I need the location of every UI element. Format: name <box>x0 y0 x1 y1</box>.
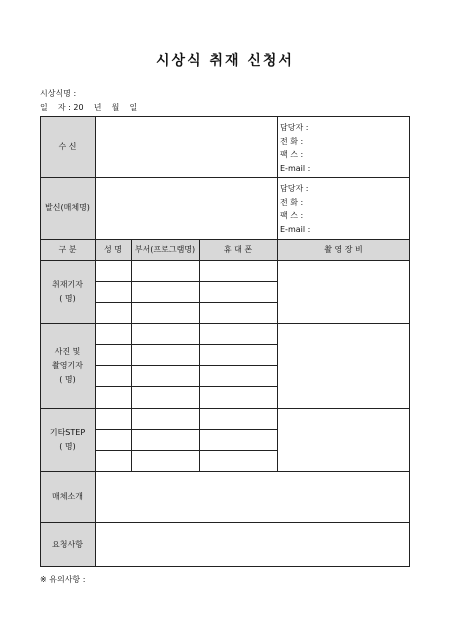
group-label-line: ( 명) <box>59 374 76 384</box>
sender-label: 발신(매체명) <box>45 203 90 212</box>
header-equipment: 촬 영 장 비 <box>324 244 363 254</box>
col-divider <box>199 239 200 471</box>
receiver-label: 수 신 <box>58 141 77 151</box>
row-divider <box>95 281 277 282</box>
group-label-line: ( 명) <box>59 293 76 303</box>
receiver-fax-field[interactable]: 팩 스 : <box>280 150 304 159</box>
footer-note: ※ 유의사항 : <box>40 575 86 584</box>
header-department: 부서(프로그램명) <box>134 244 196 254</box>
group-label-photo <box>40 323 95 408</box>
sender-contact <box>280 182 310 236</box>
media-intro-field[interactable] <box>95 471 410 522</box>
sender-email-field[interactable]: E-mail : <box>280 224 311 234</box>
group-label-other <box>40 408 95 471</box>
receiver-email-field[interactable]: E-mail : <box>280 163 311 173</box>
row-divider <box>95 365 277 366</box>
event-name-line: 시상식명 : <box>40 89 77 98</box>
row-divider <box>95 429 277 430</box>
group-label-line: 기타STEP <box>49 427 86 437</box>
row-divider <box>95 344 277 345</box>
page-title: 시상식 취재 신청서 <box>156 53 294 69</box>
sender-fax-field[interactable]: 팩 스 : <box>280 211 304 220</box>
receiver-phone-field[interactable]: 전 화 : <box>280 136 304 146</box>
request-label: 요청사항 <box>52 539 83 549</box>
col-divider <box>131 239 132 471</box>
header-mobile: 휴 대 폰 <box>223 244 253 254</box>
receiver-manager-field[interactable]: 담당자 : <box>280 123 309 132</box>
sender-manager-field[interactable]: 담당자 : <box>280 184 309 193</box>
group-label-line: 사진 및 <box>54 346 81 356</box>
row-divider <box>95 302 277 303</box>
group-label-line: 촬영기자 <box>52 360 83 370</box>
group-label-reporter <box>40 260 95 323</box>
request-field[interactable] <box>95 522 410 567</box>
col-divider <box>277 116 278 471</box>
receiver-contact <box>280 121 310 175</box>
media-intro-label: 매체소개 <box>52 491 83 501</box>
group-label-line: 취재기자 <box>52 279 83 289</box>
date-line: 일 자 : 20 년 월 일 <box>40 103 138 112</box>
row-divider <box>95 450 277 451</box>
header-category: 구 분 <box>58 244 77 254</box>
row-divider <box>95 386 277 387</box>
sender-phone-field[interactable]: 전 화 : <box>280 197 304 207</box>
header-name: 성 명 <box>104 244 122 254</box>
group-label-line: ( 명) <box>59 441 76 451</box>
